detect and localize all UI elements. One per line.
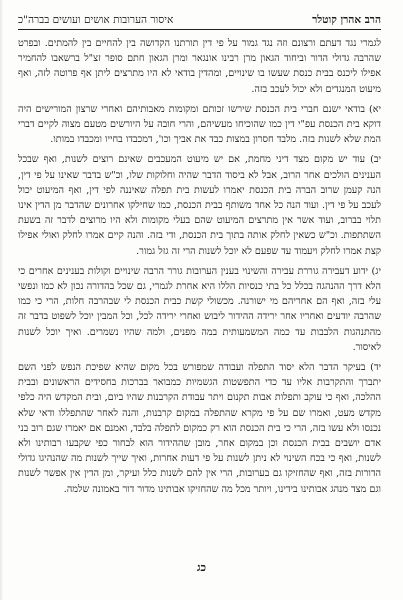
paragraph: יב) עוד יש מקום מצד דיני מחמת, אם יש מיעוט המעכבים שאינם רוצים לשנות, ואף שבכל הענינים הולכים אחר הרוב, אבל לא ביסוד הדבר שהיה וחלוקות שלו, וכ"ש בדבר שאינו על פי דין, הנה קעמן שרוב הברה בית הכנסת יאמרו לעשות בית תפלה שאיננה לפי דין, ואף המיעוט יכול לעכב על פי דין. ועוד הנה כל אחד משותף בבית הכנסת, כמו שחילקו אחרונים שהדבר מן הדין אינו תלוי בברוב, ועוד אשר אין מתרצים המיעוט שהם בעלי מקומות ולא היו מרוצים לדבר זה בשעת השתתפות. וכ"ש כשאין לחלק אותה בתוך בית הכנסת, ודי בזה. והנה קיים אמרו לחלק ואולי אפילו קצת אמרו לחלק ויעמוד עד שפעם לא יוכל לשנות הרי זה גזל גמור. [18,154,381,257]
paragraph: יג) ידוע דעבירה גוררת עבירה והשינוי בענין הערובות גורר הרבה שינויים וקולות בענינים אחרים כי הלא דרך ההנהגה בכלל כל בתי כנסיות הללו היא אחרת לגמרי, גם שכל בהדורה נכון לא כמו ונפשי עלי בזה, ואף הם אחריהם מי ישורנה. מכשולי קשת כבית הכנסת לי שבהרבה חלות, הרי כי כמו שהרבה יודעים ואחריו אחר ירידה ההידור ליבוש ואחרי ירידה לכל, וכל המבין יוכל לשפוט בדבר זה מהתנהגות הלבבות עד כמה המשמעותית במה מפנים, ולמה שהיו נשמרים. ואיך יוכל לשנות לאיסור. [18,265,381,353]
running-header [18,14,381,30]
paragraph: יד) בעיקר הדבר הלא יסוד התפלה ועבודה שמפורש בכל מקום שהיא שפיכת הנפש לפני השם יתברך והתקרבות אליו עד כדי התפשטות הגשמיות כמבואר בברכות בחסידים הראשונים ובבית ההלכה, ואף כי עוקב ותפלות אבות תקנום ויתר עבודת הקרבנות שהיו ביום, ובית המקדש היה כלפי מקדש מעט, ואמרו שם על פי מקרא שהתפלה במקום קרבנות, והנה לאחר שהתפללו ודאי שלא נכנסו ולא עשו בזה, הרי כי בית הכנסת הוא רק כמקום לתפלה בלבד, ואמנם אם יאמרו שגם רוב בני אדם יושבים בבית הכנסת וכן במקום אחר, מובן שההידור הוא לבחור כפי שקבעו רבותינו ולא לשנות, ואף כי בכח השינוי לא ניתן לשנות על פי דעות אחרות, ואיך שייך לשנות מה שהנהיגו גדולי הדורות בזה, ואף שהחזיקו גם בערובות, הרי אין להם לשנות כלל ועיקר, ומן הדין אין אפשר לשנות וגם מצד מנהג אבותינו בידינו, ויותר מכל מה שהחזיקו אבותינו מדור דור באמונה שלמה. [18,362,381,495]
paragraph: יא) בודאי ישנם חברי בית הכנסת שירשו זכותם ומקומות מאבותיהם ואחרי שרצון המורישים היה דוקא בית הכנסת עפ"י דין כמו שהוכיחו מעשיהם, והרי חובה על היורשים מטעם מצוה לקיים דברי המת שלא לשנות בזה. מלבד חסרון במצות כבד את אביך וכו', דמכבדו בחייו ומכבדו במותו. [18,103,381,146]
paragraph: לגמרי נגד דעתם ורצונם וזה נגד גמור על פי דין תורתנו הקדושה בין להחיים בין להמתים. ובפרט שהרבה גדולי הדור וביחוד הגאון מרן רבינו אונגאר ומרן הגאון חתם סופר זצ"ל ברשאבו להחמיר אפילו ליכנס בבית כנסת שעשו בו שינויים, ומהדין בודאי לא היו מתרצים ליתן אף פרוטה לזה, ואף מיעוט המנגדים ולא יכול לעכב בזה. [18,38,381,95]
scan-edge-shadow [0,0,3,600]
header-author: הרב אהרן קוטלר [312,14,381,26]
document-body [18,36,381,497]
page-number: כג [196,561,206,574]
header-title: איסור הערובות אושים ועושים בברה"כ [18,14,174,26]
